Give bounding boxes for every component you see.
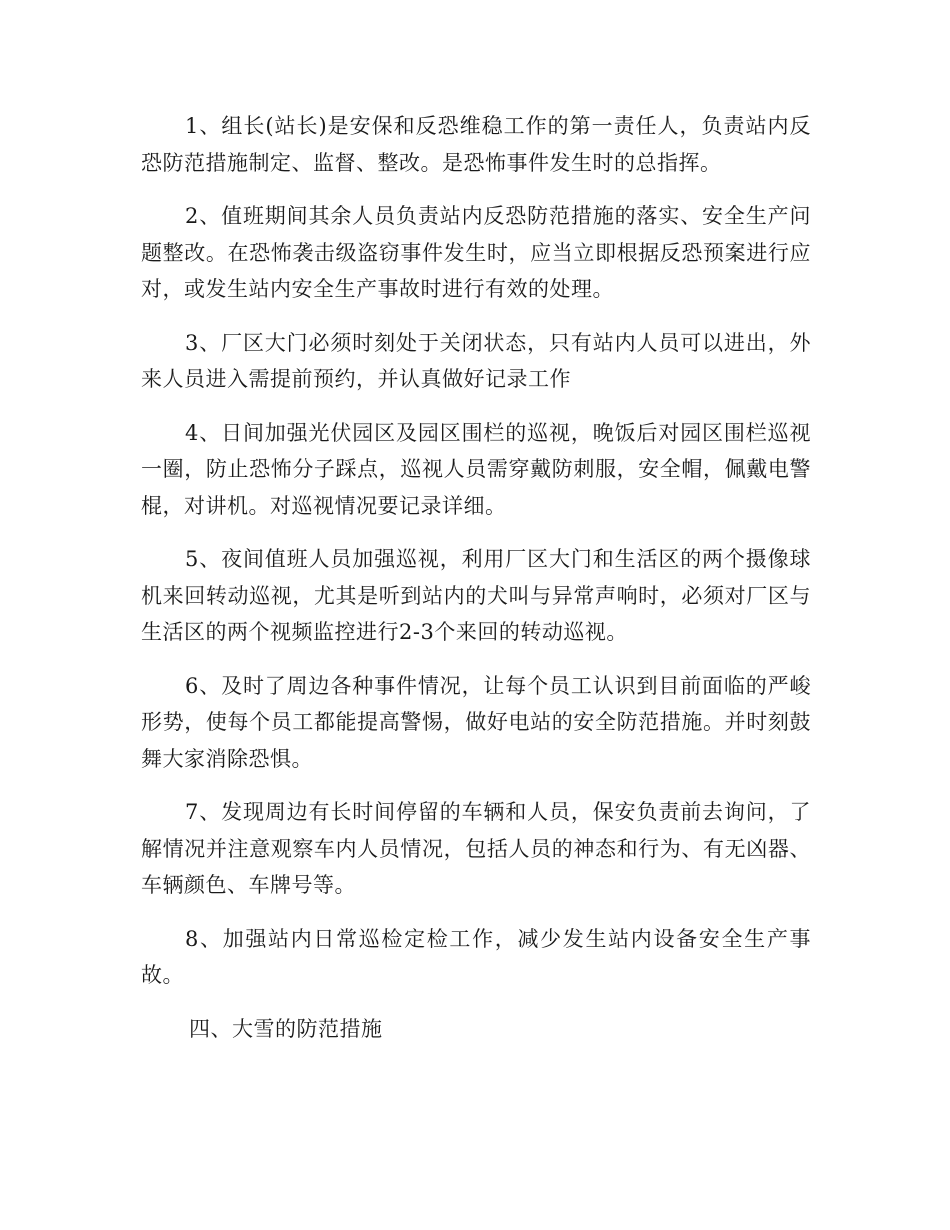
paragraph-2: 2、值班期间其余人员负责站内反恐防范措施的落实、安全生产问题整改。在恐怖袭击级盗窃事件发生时，应当立即根据反恐预案进行应对，或发生站内安全生产事故时进行有效的处理。 [141, 204, 811, 301]
paragraph-5: 5、夜间值班人员加强巡视，利用厂区大门和生活区的两个摄像球机来回转动巡视，尤其是听到站内的犬叫与异常声响时，必须对厂区与生活区的两个视频监控进行2-3个来回的转动巡视。 [141, 547, 811, 644]
paragraph-6: 6、及时了周边各种事件情况，让每个员工认识到目前面临的严峻形势，使每个员工都能提高警惕，做好电站的安全防范措施。并时刻鼓舞大家消除恐惧。 [141, 673, 811, 771]
paragraph-4: 4、日间加强光伏园区及园区围栏的巡视，晚饭后对园区围栏巡视一圈，防止恐怖分子踩点，巡视人员需穿戴防刺服，安全帽，佩戴电警棍，对讲机。对巡视情况要记录详细。 [141, 420, 811, 518]
section-heading: 四、大雪的防范措施 [189, 1016, 383, 1041]
paragraph-3: 3、厂区大门必须时刻处于关闭状态，只有站内人员可以进出，外来人员进入需提前预约，并认真做好记录工作 [141, 330, 811, 391]
paragraph-1: 1、组长(站长)是安保和反恐维稳工作的第一责任人，负责站内反恐防范措施制定、监督、整改。是恐怖事件发生时的总指挥。 [141, 114, 811, 175]
paragraph-7: 7、发现周边有长时间停留的车辆和人员，保安负责前去询问，了解情况并注意观察车内人员情况，包括人员的神态和行为、有无凶器、车辆颜色、车牌号等。 [141, 800, 811, 897]
paragraph-8: 8、加强站内日常巡检定检工作，减少发生站内设备安全生产事故。 [141, 926, 811, 987]
document-body [141, 108, 811, 1047]
